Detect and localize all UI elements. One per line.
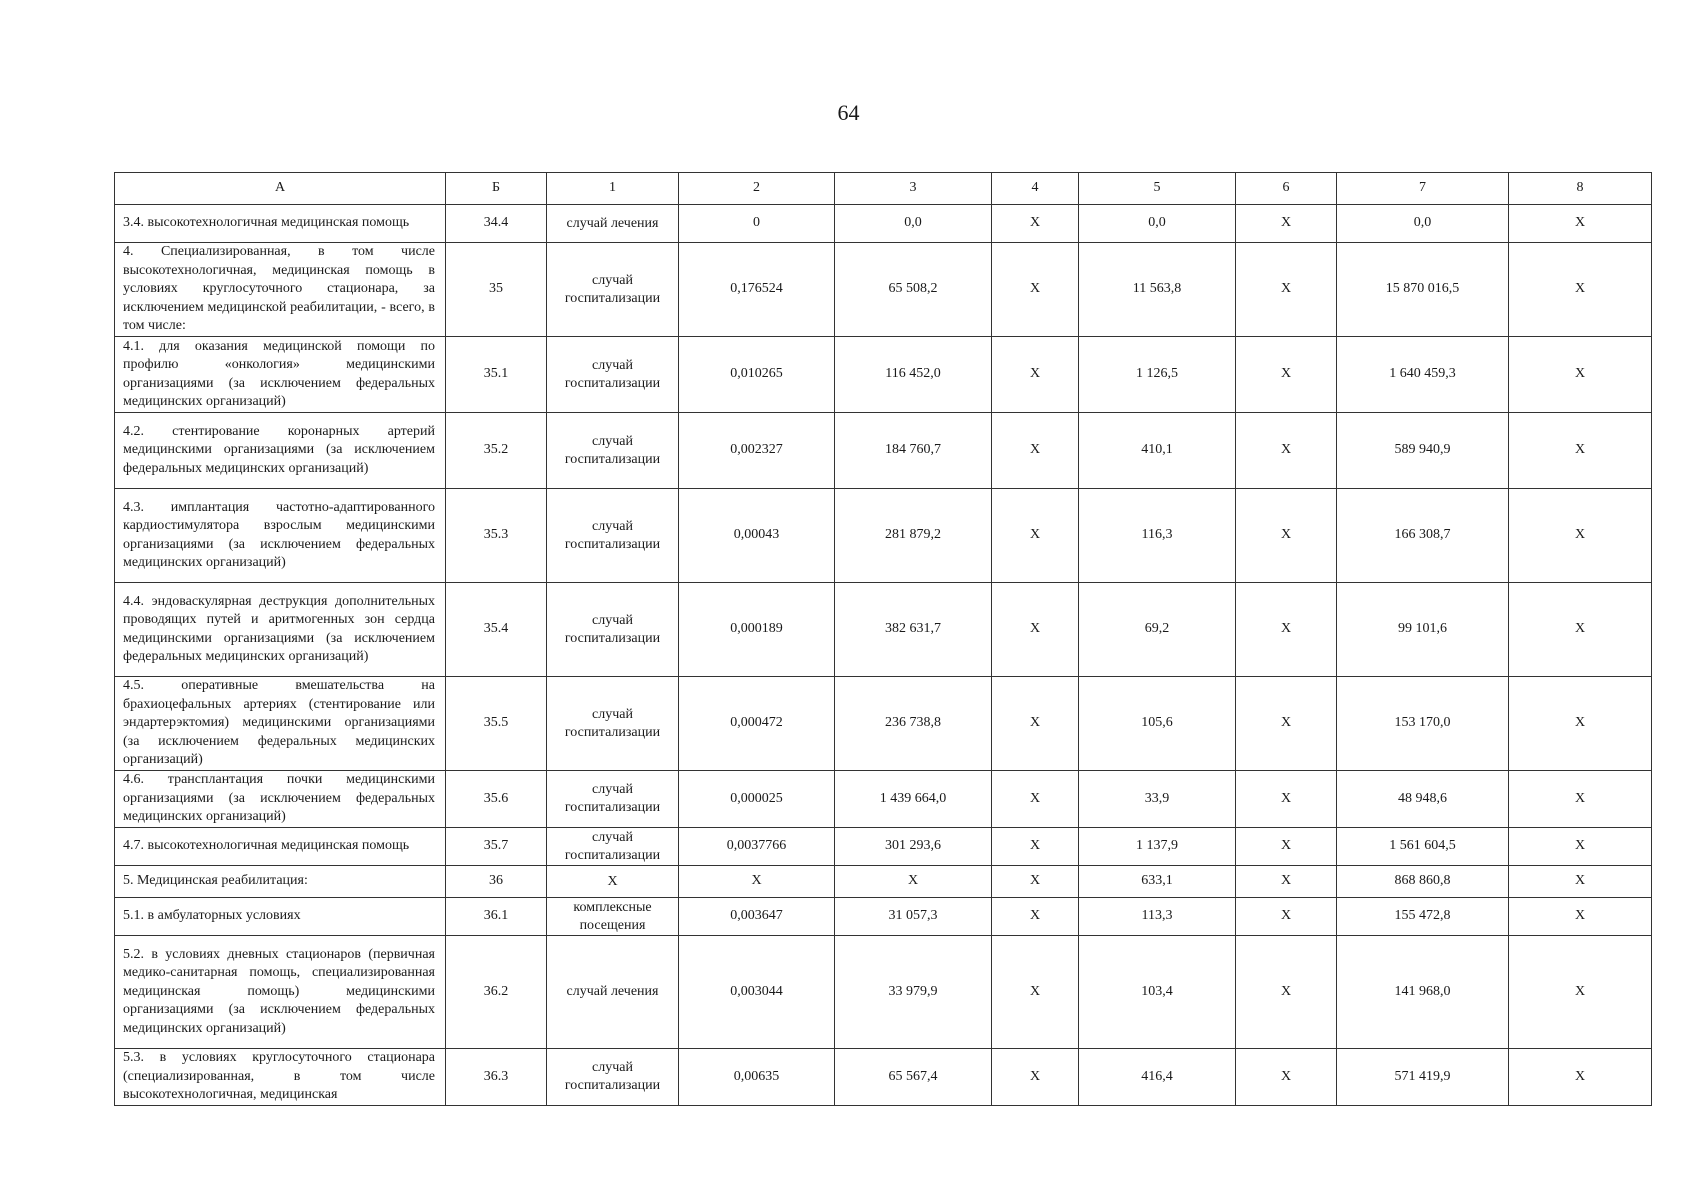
table-header-row: [115, 173, 1652, 205]
table-row: [115, 828, 1652, 866]
row-number: 36.3: [446, 1049, 547, 1106]
value-cell: Х: [1236, 583, 1337, 677]
value-cell: Х: [1509, 677, 1652, 771]
unit-cell: Х: [547, 866, 679, 898]
table-row: [115, 337, 1652, 413]
row-number: 35.7: [446, 828, 547, 866]
value-cell: Х: [1236, 936, 1337, 1049]
row-number: 36.1: [446, 898, 547, 936]
row-number: 35.5: [446, 677, 547, 771]
column-header-6: 6: [1236, 173, 1337, 205]
value-cell: 868 860,8: [1337, 866, 1509, 898]
unit-cell: случай госпитализации: [547, 583, 679, 677]
value-cell: 116,3: [1079, 489, 1236, 583]
table-row: [115, 583, 1652, 677]
value-cell: 0,176524: [679, 243, 835, 337]
value-cell: 0,000189: [679, 583, 835, 677]
value-cell: 0,00635: [679, 1049, 835, 1106]
row-description: 4.4. эндоваскулярная деструкция дополнительных проводящих путей и аритмогенных зон сердца медицинскими организациями (за исключением федеральных медицинских организаций): [115, 583, 446, 677]
row-number: 35.6: [446, 771, 547, 828]
value-cell: 33 979,9: [835, 936, 992, 1049]
table-row: [115, 936, 1652, 1049]
value-cell: 65 567,4: [835, 1049, 992, 1106]
value-cell: Х: [1236, 337, 1337, 413]
value-cell: 1 439 664,0: [835, 771, 992, 828]
column-header-b: Б: [446, 173, 547, 205]
row-description: 4.6. трансплантация почки медицинскими организациями (за исключением федеральных медицинских организаций): [115, 771, 446, 828]
value-cell: Х: [992, 828, 1079, 866]
value-cell: 1 137,9: [1079, 828, 1236, 866]
value-cell: 0,0: [1337, 205, 1509, 243]
value-cell: Х: [1509, 583, 1652, 677]
value-cell: 184 760,7: [835, 413, 992, 489]
value-cell: Х: [1509, 936, 1652, 1049]
unit-cell: случай госпитализации: [547, 1049, 679, 1106]
value-cell: 1 126,5: [1079, 337, 1236, 413]
column-header-4: 4: [992, 173, 1079, 205]
value-cell: 33,9: [1079, 771, 1236, 828]
value-cell: Х: [1236, 489, 1337, 583]
value-cell: Х: [1236, 898, 1337, 936]
value-cell: Х: [1509, 1049, 1652, 1106]
value-cell: 571 419,9: [1337, 1049, 1509, 1106]
value-cell: 236 738,8: [835, 677, 992, 771]
value-cell: 633,1: [1079, 866, 1236, 898]
value-cell: 103,4: [1079, 936, 1236, 1049]
value-cell: 1 640 459,3: [1337, 337, 1509, 413]
value-cell: Х: [1236, 771, 1337, 828]
row-number: 35.1: [446, 337, 547, 413]
value-cell: 116 452,0: [835, 337, 992, 413]
table-row: [115, 489, 1652, 583]
data-table: [114, 172, 1652, 1106]
value-cell: 141 968,0: [1337, 936, 1509, 1049]
value-cell: Х: [1236, 866, 1337, 898]
column-header-5: 5: [1079, 173, 1236, 205]
value-cell: Х: [992, 936, 1079, 1049]
value-cell: Х: [1236, 828, 1337, 866]
value-cell: Х: [1509, 413, 1652, 489]
table-row: [115, 1049, 1652, 1106]
row-description: 4. Специализированная, в том числе высокотехнологичная, медицинская помощь в условиях круглосуточного стационара, за исключением медицинской реабилитации, - всего, в том числе:: [115, 243, 446, 337]
row-number: 36.2: [446, 936, 547, 1049]
value-cell: Х: [1509, 866, 1652, 898]
value-cell: 69,2: [1079, 583, 1236, 677]
value-cell: Х: [679, 866, 835, 898]
unit-cell: случай госпитализации: [547, 677, 679, 771]
value-cell: 0: [679, 205, 835, 243]
row-description: 3.4. высокотехнологичная медицинская помощь: [115, 205, 446, 243]
value-cell: 301 293,6: [835, 828, 992, 866]
row-description: 5.3. в условиях круглосуточного стационара (специализированная, в том числе высокотехнологичная, медицинская: [115, 1049, 446, 1106]
value-cell: Х: [992, 337, 1079, 413]
table-row: [115, 243, 1652, 337]
value-cell: 0,003647: [679, 898, 835, 936]
value-cell: 0,000472: [679, 677, 835, 771]
value-cell: Х: [1236, 413, 1337, 489]
row-description: 4.2. стентирование коронарных артерий медицинскими организациями (за исключением федеральных медицинских организаций): [115, 413, 446, 489]
value-cell: 153 170,0: [1337, 677, 1509, 771]
unit-cell: комплексные посещения: [547, 898, 679, 936]
row-number: 35.4: [446, 583, 547, 677]
row-description: 5. Медицинская реабилитация:: [115, 866, 446, 898]
value-cell: 65 508,2: [835, 243, 992, 337]
value-cell: Х: [992, 898, 1079, 936]
unit-cell: случай лечения: [547, 205, 679, 243]
row-number: 35.2: [446, 413, 547, 489]
table-row: [115, 677, 1652, 771]
row-description: 4.7. высокотехнологичная медицинская помощь: [115, 828, 446, 866]
value-cell: Х: [992, 1049, 1079, 1106]
row-description: 4.3. имплантация частотно-адаптированного кардиостимулятора взрослым медицинскими организациями (за исключением федеральных медицинских организаций): [115, 489, 446, 583]
value-cell: Х: [1509, 243, 1652, 337]
value-cell: 11 563,8: [1079, 243, 1236, 337]
value-cell: Х: [992, 413, 1079, 489]
row-number: 36: [446, 866, 547, 898]
value-cell: 281 879,2: [835, 489, 992, 583]
value-cell: 113,3: [1079, 898, 1236, 936]
table-row: [115, 771, 1652, 828]
value-cell: 589 940,9: [1337, 413, 1509, 489]
column-header-a: А: [115, 173, 446, 205]
value-cell: Х: [992, 866, 1079, 898]
value-cell: 0,00043: [679, 489, 835, 583]
table-row: [115, 205, 1652, 243]
unit-cell: случай госпитализации: [547, 337, 679, 413]
value-cell: 0,000025: [679, 771, 835, 828]
value-cell: 0,0: [835, 205, 992, 243]
row-number: 35.3: [446, 489, 547, 583]
value-cell: Х: [1509, 205, 1652, 243]
row-number: 35: [446, 243, 547, 337]
value-cell: Х: [992, 771, 1079, 828]
value-cell: 15 870 016,5: [1337, 243, 1509, 337]
value-cell: Х: [1509, 771, 1652, 828]
value-cell: Х: [835, 866, 992, 898]
column-header-7: 7: [1337, 173, 1509, 205]
value-cell: Х: [1236, 677, 1337, 771]
unit-cell: случай лечения: [547, 936, 679, 1049]
value-cell: 0,010265: [679, 337, 835, 413]
value-cell: 410,1: [1079, 413, 1236, 489]
value-cell: 0,0: [1079, 205, 1236, 243]
unit-cell: случай госпитализации: [547, 413, 679, 489]
value-cell: 105,6: [1079, 677, 1236, 771]
table-row: [115, 866, 1652, 898]
value-cell: 416,4: [1079, 1049, 1236, 1106]
value-cell: 0,002327: [679, 413, 835, 489]
value-cell: Х: [1509, 489, 1652, 583]
value-cell: 382 631,7: [835, 583, 992, 677]
page-number: 64: [837, 100, 860, 125]
column-header-1: 1: [547, 173, 679, 205]
column-header-2: 2: [679, 173, 835, 205]
value-cell: 0,003044: [679, 936, 835, 1049]
value-cell: Х: [1509, 898, 1652, 936]
value-cell: 99 101,6: [1337, 583, 1509, 677]
unit-cell: случай госпитализации: [547, 243, 679, 337]
column-header-3: 3: [835, 173, 992, 205]
value-cell: 1 561 604,5: [1337, 828, 1509, 866]
row-description: 5.2. в условиях дневных стационаров (первичная медико-санитарная помощь, специализированная медицинская помощь) медицинскими организациями (за исключением федеральных медицинских организаций): [115, 936, 446, 1049]
value-cell: 48 948,6: [1337, 771, 1509, 828]
value-cell: Х: [992, 243, 1079, 337]
row-number: 34.4: [446, 205, 547, 243]
value-cell: 31 057,3: [835, 898, 992, 936]
value-cell: Х: [1236, 243, 1337, 337]
row-description: 4.5. оперативные вмешательства на брахиоцефальных артериях (стентирование или эндартерэктомия) медицинскими организациями (за исключением федеральных медицинских организаций): [115, 677, 446, 771]
table-row: [115, 413, 1652, 489]
value-cell: Х: [992, 583, 1079, 677]
value-cell: Х: [1509, 828, 1652, 866]
value-cell: Х: [992, 205, 1079, 243]
value-cell: Х: [992, 489, 1079, 583]
table-row: [115, 898, 1652, 936]
value-cell: Х: [992, 677, 1079, 771]
value-cell: Х: [1236, 1049, 1337, 1106]
column-header-8: 8: [1509, 173, 1652, 205]
value-cell: 155 472,8: [1337, 898, 1509, 936]
unit-cell: случай госпитализации: [547, 828, 679, 866]
value-cell: 166 308,7: [1337, 489, 1509, 583]
unit-cell: случай госпитализации: [547, 771, 679, 828]
value-cell: Х: [1236, 205, 1337, 243]
row-description: 4.1. для оказания медицинской помощи по профилю «онкология» медицинскими организациями (за исключением федеральных медицинских организаций): [115, 337, 446, 413]
unit-cell: случай госпитализации: [547, 489, 679, 583]
value-cell: Х: [1509, 337, 1652, 413]
row-description: 5.1. в амбулаторных условиях: [115, 898, 446, 936]
value-cell: 0,0037766: [679, 828, 835, 866]
